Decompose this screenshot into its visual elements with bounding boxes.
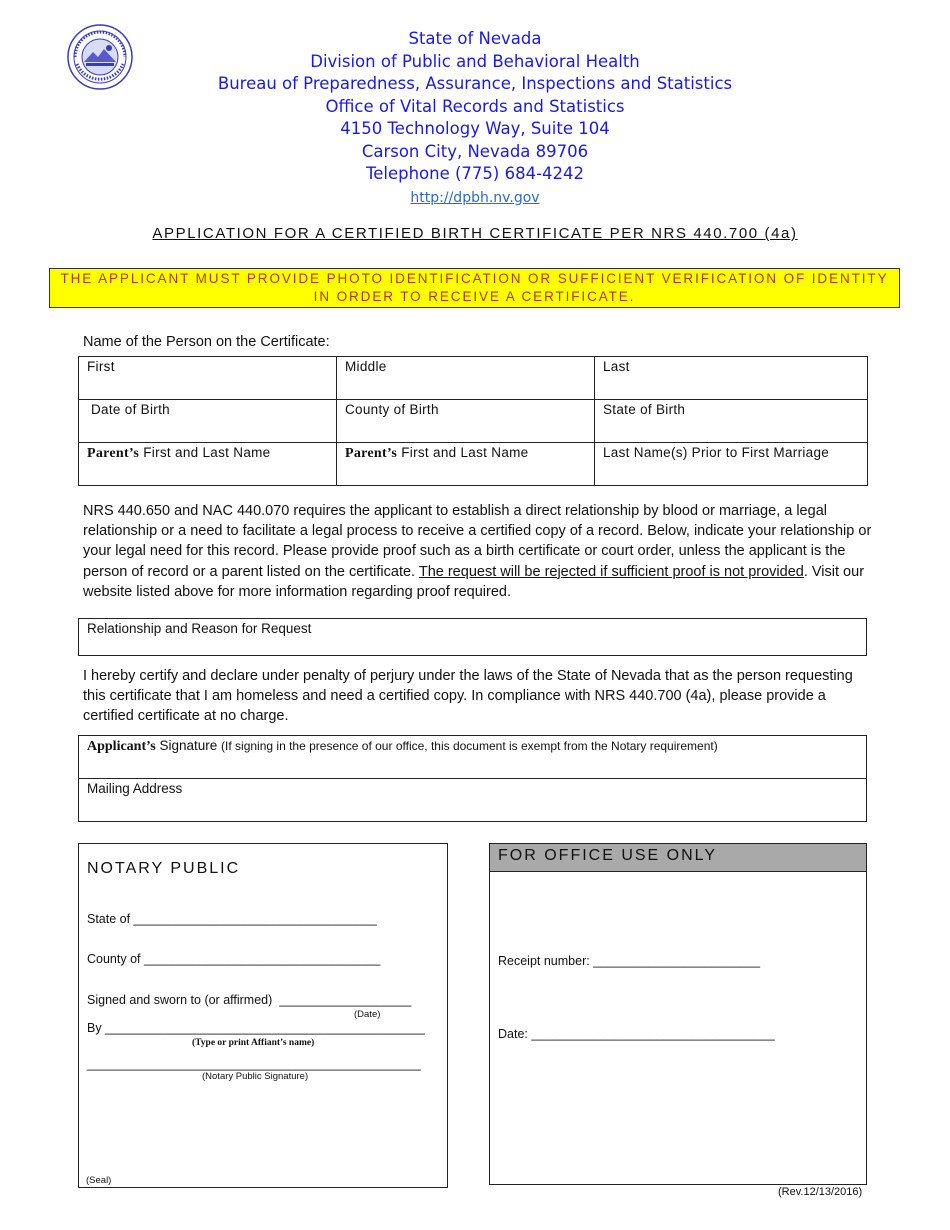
notary-signature-line[interactable]: ________________________________________________ <box>87 1057 421 1071</box>
office-date-line[interactable]: Date: ___________________________________ <box>498 1027 775 1041</box>
parent-1-name-field[interactable]: Parent’s First and Last Name <box>79 443 337 486</box>
identification-warning: THE APPLICANT MUST PROVIDE PHOTO IDENTIFICATION OR SUFFICIENT VERIFICATION OF IDENTITY IN ORDER TO RECEIVE A CERTIFICATE. <box>49 268 900 308</box>
date-of-birth-field[interactable]: Date of Birth <box>79 400 337 443</box>
receipt-number-line[interactable]: Receipt number: ________________________ <box>498 954 761 968</box>
middle-name-field[interactable]: Middle <box>337 357 595 400</box>
date-caption: (Date) <box>354 1009 381 1020</box>
website-link[interactable]: http://dpbh.nv.gov <box>410 189 540 206</box>
header-line: Office of Vital Records and Statistics <box>325 96 625 116</box>
parent-2-name-field[interactable]: Parent’s First and Last Name <box>337 443 595 486</box>
form-title: APPLICATION FOR A CERTIFIED BIRTH CERTIFICATE PER NRS 440.700 (4a) <box>152 225 798 242</box>
header-line: 4150 Technology Way, Suite 104 <box>340 119 610 138</box>
header-line: Carson City, Nevada 89706 <box>361 141 589 161</box>
mailing-address-field[interactable]: Mailing Address <box>78 778 867 822</box>
header-line: State of Nevada <box>408 29 542 48</box>
last-name-field[interactable]: Last <box>595 357 868 400</box>
header-line: Division of Public and Behavioral Health <box>310 51 640 71</box>
relationship-instructions: NRS 440.650 and NAC 440.070 requires the applicant to establish a direct relationship by blood or marriage, a legal relationship or a need to facilitate a legal process to receive a certified copy of a record. Below, indicate your relationship or your legal need for this record. Please provide proof such as a birth certificate or court order, unless the applicant is the person of record or a parent listed on the certificate. The request will be rejected if sufficient proof is not provided. Visit our website listed above for more information regarding proof required. <box>83 503 872 600</box>
notary-title: NOTARY PUBLIC <box>87 860 241 877</box>
state-of-birth-field[interactable]: State of Birth <box>595 400 868 443</box>
county-of-birth-field[interactable]: County of Birth <box>337 400 595 443</box>
header-line: Telephone (775) 684-4242 <box>365 164 585 183</box>
agency-header <box>0 28 950 210</box>
notary-county-line[interactable]: County of __________________________________ <box>87 952 381 966</box>
header-line: Bureau of Preparedness, Assurance, Inspections and Statistics <box>217 74 733 93</box>
office-use-box <box>489 843 867 1185</box>
first-name-field[interactable]: First <box>79 357 337 400</box>
notary-sworn-date-line[interactable]: Signed and sworn to (or affirmed) ___________________ <box>87 993 412 1007</box>
relationship-reason-field[interactable]: Relationship and Reason for Request <box>78 618 867 656</box>
notary-signature-caption: (Notary Public Signature) <box>202 1071 309 1082</box>
applicant-signature-field[interactable]: Applicant’s Signature (If signing in the presence of our office, this document is exempt from the Notary requirement) <box>78 735 867 779</box>
rejection-notice: The request will be rejected if sufficient proof is not provided <box>418 563 804 580</box>
office-use-title: FOR OFFICE USE ONLY <box>490 844 866 872</box>
seal-caption: (Seal) <box>86 1175 112 1186</box>
prior-last-name-field[interactable]: Last Name(s) Prior to First Marriage <box>595 443 868 486</box>
name-table <box>78 356 868 486</box>
notary-state-line[interactable]: State of ___________________________________ <box>87 912 377 926</box>
affiant-caption: (Type or print Affiant’s name) <box>192 1038 315 1048</box>
name-section-label: Name of the Person on the Certificate: <box>83 334 330 350</box>
notary-public-box <box>78 843 448 1188</box>
affiant-name-line[interactable]: By ______________________________________________ <box>87 1021 425 1035</box>
certification-statement: I hereby certify and declare under penalty of perjury under the laws of the State of Nevada that as the person requesting this certificate that I am homeless and need a certified copy. In compliance with NRS 440.700 (4a), please provide a certified certificate at no charge. <box>83 668 853 725</box>
revision-date: (Rev.12/13/2016) <box>778 1186 863 1198</box>
